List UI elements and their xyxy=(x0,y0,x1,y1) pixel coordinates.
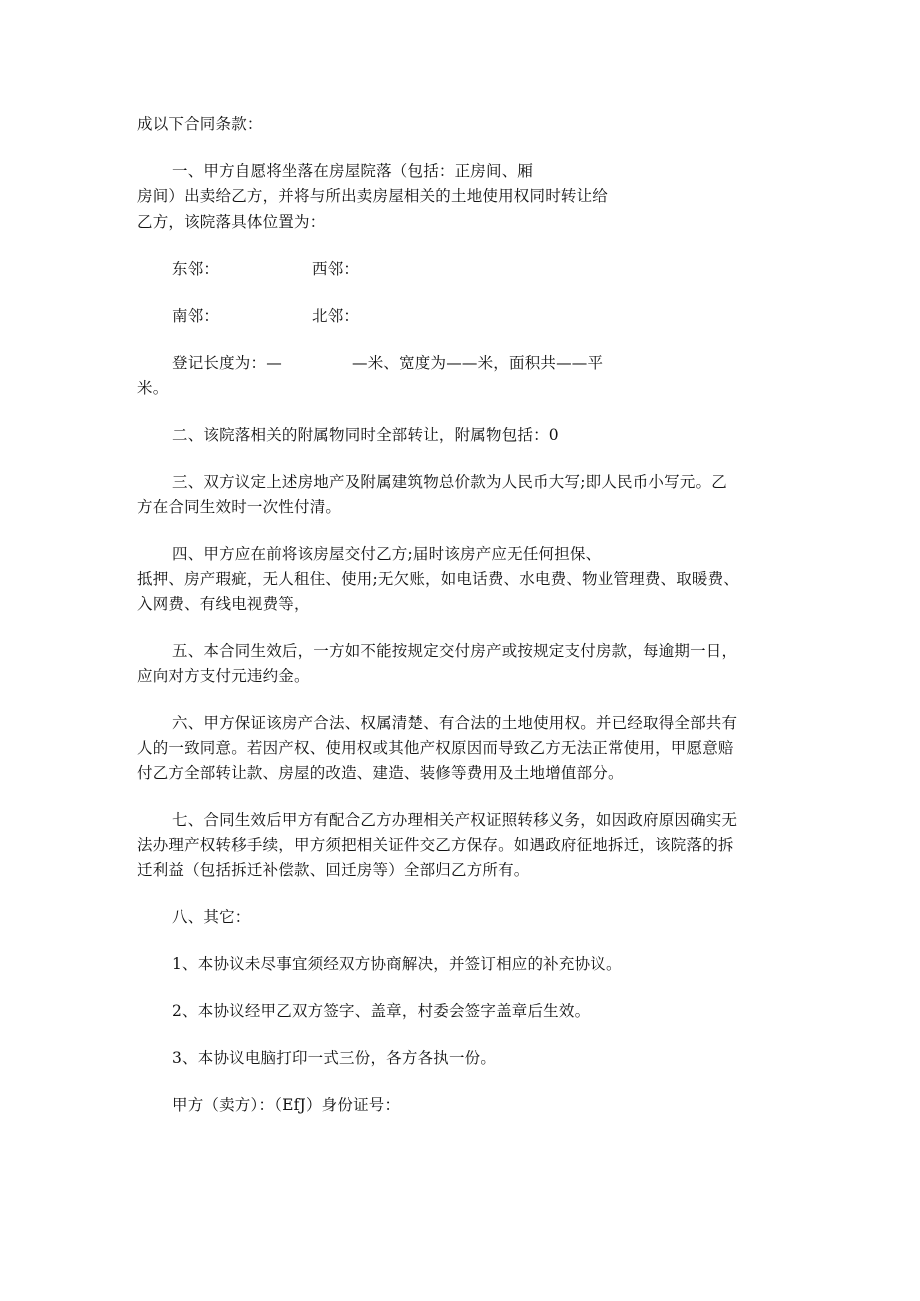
clause-3-line-1: 三、双方议定上述房地产及附属建筑物总价款为人民币大写;即人民币小写元。乙 xyxy=(172,473,727,491)
clause-1-line-3: 乙方，该院落具体位置为： xyxy=(137,213,326,231)
dimensions-line: —米、宽度为——米，面积共——平 xyxy=(352,354,604,372)
intro-line: 成以下合同条款： xyxy=(137,115,263,133)
south-neighbor-label: 南邻： xyxy=(172,307,220,325)
clause-4-line-3: 入网费、有线电视费等， xyxy=(137,595,310,613)
north-neighbor-label: 北邻： xyxy=(312,307,360,325)
clause-8-item-3: 3、本协议电脑打印一式三份，各方各执一份。 xyxy=(172,1049,497,1067)
party-a-signature-line: 甲方（卖方）：（EfJ）身份证号： xyxy=(172,1096,401,1114)
clause-7-line-2: 法办理产权转移手续，甲方须把相关证件交乙方保存。如遇政府征地拆迁，该院落的拆 xyxy=(137,836,734,854)
clause-7-line-3: 迁利益（包括拆迁补偿款、回迁房等）全部归乙方所有。 xyxy=(137,861,530,879)
clause-6-line-1: 六、甲方保证该房产合法、权属清楚、有合法的土地使用权。并已经取得全部共有 xyxy=(172,714,738,732)
clause-1-line-2: 房间）出卖给乙方，并将与所出卖房屋相关的土地使用权同时转让给 xyxy=(137,187,609,205)
clause-3-line-2: 方在合同生效时一次性付清。 xyxy=(137,498,342,516)
dimensions-line-end: 米。 xyxy=(137,379,169,397)
clause-8-heading: 八、其它： xyxy=(172,908,251,926)
clause-4-line-1: 四、甲方应在前将该房屋交付乙方;届时该房产应无任何担保、 xyxy=(172,545,602,563)
clause-8-item-1: 1、本协议未尽事宜须经双方协商解决，并签订相应的补充协议。 xyxy=(172,955,622,973)
clause-5-line-2: 应向对方支付元违约金。 xyxy=(137,667,310,685)
clause-6-line-3: 付乙方全部转让款、房屋的改造、建造、装修等费用及土地增值部分。 xyxy=(137,764,624,782)
clause-4-line-2: 抵押、房产瑕疵，无人租住、使用;无欠账，如电话费、水电费、物业管理费、取暖费、 xyxy=(137,570,740,588)
clause-5-line-1: 五、本合同生效后，一方如不能按规定交付房产或按规定支付房款，每逾期一日， xyxy=(172,642,738,660)
clause-8-item-2: 2、本协议经甲乙双方签字、盖章，村委会签字盖章后生效。 xyxy=(172,1002,591,1020)
clause-6-line-2: 人的一致同意。若因产权、使用权或其他产权原因而导致乙方无法正常使用，甲愿意赔 xyxy=(137,739,734,757)
clause-2-line-1: 二、该院落相关的附属物同时全部转让，附属物包括：0 xyxy=(172,426,559,444)
clause-7-line-1: 七、合同生效后甲方有配合乙方办理相关产权证照转移义务，如因政府原因确实无 xyxy=(172,811,738,829)
east-neighbor-label: 东邻： xyxy=(172,260,220,278)
west-neighbor-label: 西邻： xyxy=(312,260,360,278)
clause-1-line-1: 一、甲方自愿将坐落在房屋院落（包括：正房间、厢 xyxy=(172,162,534,180)
registered-length-label: 登记长度为：— xyxy=(172,354,282,372)
